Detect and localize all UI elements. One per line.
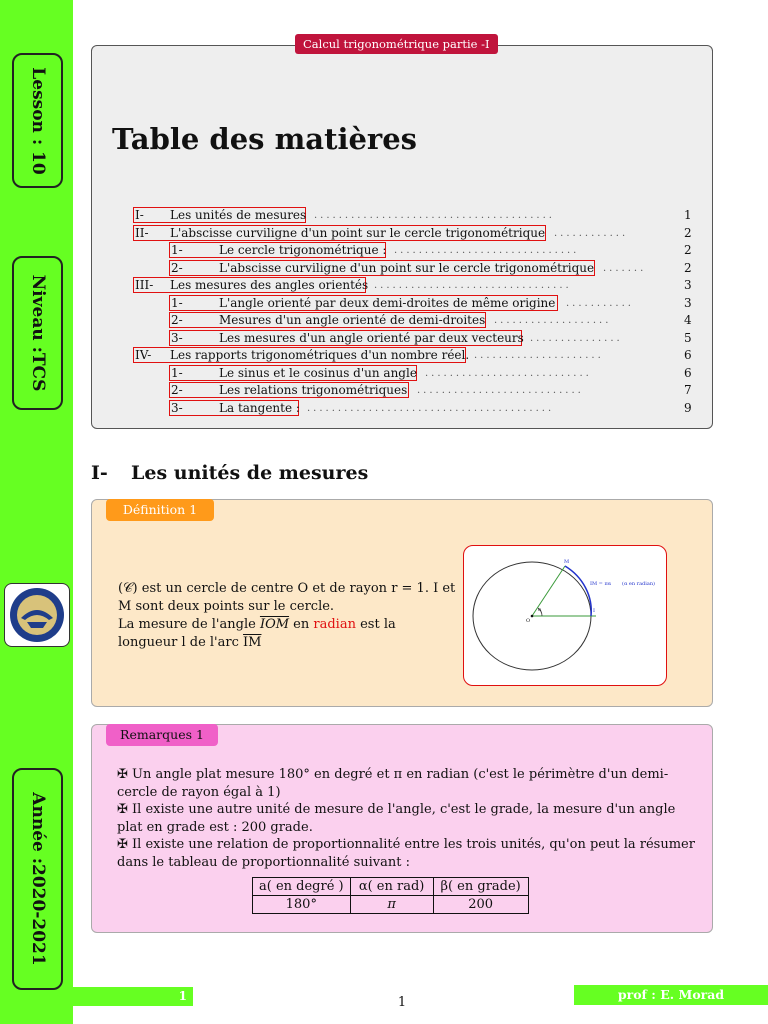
toc-leader-dots: ................................ [374,280,572,291]
toc-leader-dots: ............ [554,228,629,239]
chapter-tag: Calcul trigonométrique partie -I [295,34,498,54]
definition-text-part: est la longueur l de l'arc [118,617,396,650]
remark-item: ✠ Un angle plat mesure 180° en degré et π en radian (c'est le périmètre d'un demi-cercle de rayon égal à 1) [117,767,669,800]
toc-entry-number: 2- [171,313,183,327]
toc-leader-dots: .............................. [394,245,580,256]
definition-line-1: (𝒞) est un cercle de centre O et de rayon r = 1. I et M sont deux points sur le cercle. [118,581,456,614]
table-row [253,896,529,914]
toc-entry[interactable] [0,312,700,329]
section-number: I- [91,462,108,484]
toc-entry[interactable] [0,330,700,347]
toc-entry[interactable] [0,207,700,224]
table-cell: π [350,896,433,914]
toc-entry[interactable] [0,365,700,382]
toc-leader-dots: ........................... [417,385,584,396]
arc-im: $\overline{IM}$ [243,635,262,650]
toc-entry-page: 2 [684,261,692,275]
toc-entry-number: III- [135,278,154,292]
toc-entry[interactable] [0,295,700,312]
toc-entry-number: 2- [171,261,183,275]
label-alpha: α [538,607,542,613]
toc-leader-dots: ........................... [425,368,592,379]
toc-entry-number: 2- [171,383,183,397]
section-title: Les unités de mesures [131,462,369,484]
year-label: Année :2020-2021 [27,792,48,966]
page-number: 1 [397,995,407,1010]
toc-entry-number: II- [135,226,149,240]
toc-entry-number: 1- [171,296,183,310]
toc-leader-dots: ..................... [474,350,604,361]
toc-entry-page: 4 [684,313,692,327]
definition-text-part: en [289,617,314,632]
definition-line-2 [118,616,458,652]
sidebar [0,0,73,1024]
year-badge [12,768,63,990]
remark-item: ✠ Il existe une relation de proportionnalité entre les trois unités, qu'on peut la résumer dans le tableau de proportionnalité suivant : [117,837,695,870]
toc-entry-number: 3- [171,331,183,345]
table-cell: 200 [433,896,528,914]
proportionality-table [252,877,529,914]
school-logo [4,583,70,647]
toc-leader-dots: ................... [494,315,612,326]
toc-entry-page: 2 [684,243,692,257]
toc-entry[interactable] [0,242,700,259]
label-i: I [593,608,595,614]
toc-entry-title: L'abscisse curviligne d'un point sur le cercle trigonométrique [170,226,546,240]
definition-text [118,580,458,652]
toc-entry-title: Mesures d'un angle orienté de demi-droites [219,313,486,327]
toc-entry[interactable] [0,260,700,277]
toc-entry-title: L'angle orienté par deux demi-droites de même origine [219,296,556,310]
toc-title: Table des matières [112,122,417,156]
remark-item: ✠ Il existe une autre unité de mesure de l'angle, c'est le grade, la mesure d'un angle plat en grade est : 200 grade. [117,802,676,835]
toc-entry-page: 6 [684,366,692,380]
label-m: M [564,559,570,565]
toc-entry[interactable] [0,347,700,364]
remarks-text [117,766,697,871]
radian-word: radian [313,617,356,632]
toc-entry-number: 1- [171,366,183,380]
footer-left-bar: 1 [73,987,193,1006]
circle-figure [463,545,667,686]
toc-entry-number: IV- [135,348,152,362]
table-header-row [253,878,529,896]
toc-entry-page: 1 [684,208,692,222]
toc-entry-title: Les mesures des angles orientés [170,278,369,292]
toc-leader-dots: ........................................ [307,403,555,414]
toc-entry[interactable] [0,382,700,399]
toc-leader-dots: ....... [603,263,647,274]
toc-entry-page: 3 [684,278,692,292]
toc-entry-number: 3- [171,401,183,415]
remarks-tab: Remarques 1 [106,724,218,746]
toc-entry-page: 7 [684,383,692,397]
definition-text-part: La mesure de l'angle [118,617,260,632]
toc-entry-number: I- [135,208,144,222]
footer-author: prof : E. Morad [574,985,768,1005]
table-cell: 180° [253,896,351,914]
lesson-label: Lesson : 10 [27,66,48,175]
toc-leader-dots: ............... [530,333,623,344]
toc-entry-number: 1- [171,243,183,257]
toc-entry-title: Les mesures d'un angle orienté par deux vecteurs [219,331,524,345]
table-header-cell: a( en degré ) [253,878,351,896]
definition-tab: Définition 1 [106,499,214,521]
level-label: Niveau :TCS [27,274,48,392]
toc-entry-page: 6 [684,348,692,362]
label-o: O [526,618,531,624]
table-header-cell: α( en rad) [350,878,433,896]
toc-entry-title: Les rapports trigonométriques d'un nombre réel. [170,348,470,362]
toc-leader-dots: ........... [566,298,634,309]
formula-note: (α en radian) [622,581,656,587]
toc-entry[interactable] [0,400,700,417]
toc-entry-title: Les unités de mesures [170,208,307,222]
toc-entry[interactable] [0,277,700,294]
toc-entry-page: 9 [684,401,692,415]
toc-entry-title: Les relations trigonométriques [219,383,408,397]
toc-entry-title: Le cercle trigonométrique : [219,243,387,257]
table-header-cell: β( en grade) [433,878,528,896]
toc-entry-title: Le sinus et le cosinus d'un angle [219,366,417,380]
formula: IM = πα [590,581,612,587]
radius-om [532,566,565,616]
toc-leader-dots: ....................................... [314,210,555,221]
toc-entry-title: La tangente : [219,401,300,415]
angle-iom: $\overline{IOM}$ [259,617,290,632]
toc-entry-page: 5 [684,331,692,345]
toc-entry-page: 2 [684,226,692,240]
lesson-badge [12,53,63,188]
toc-entry-page: 3 [684,296,692,310]
toc-entry[interactable] [0,225,700,242]
toc-entry-title: L'abscisse curviligne d'un point sur le cercle trigonométrique [219,261,595,275]
